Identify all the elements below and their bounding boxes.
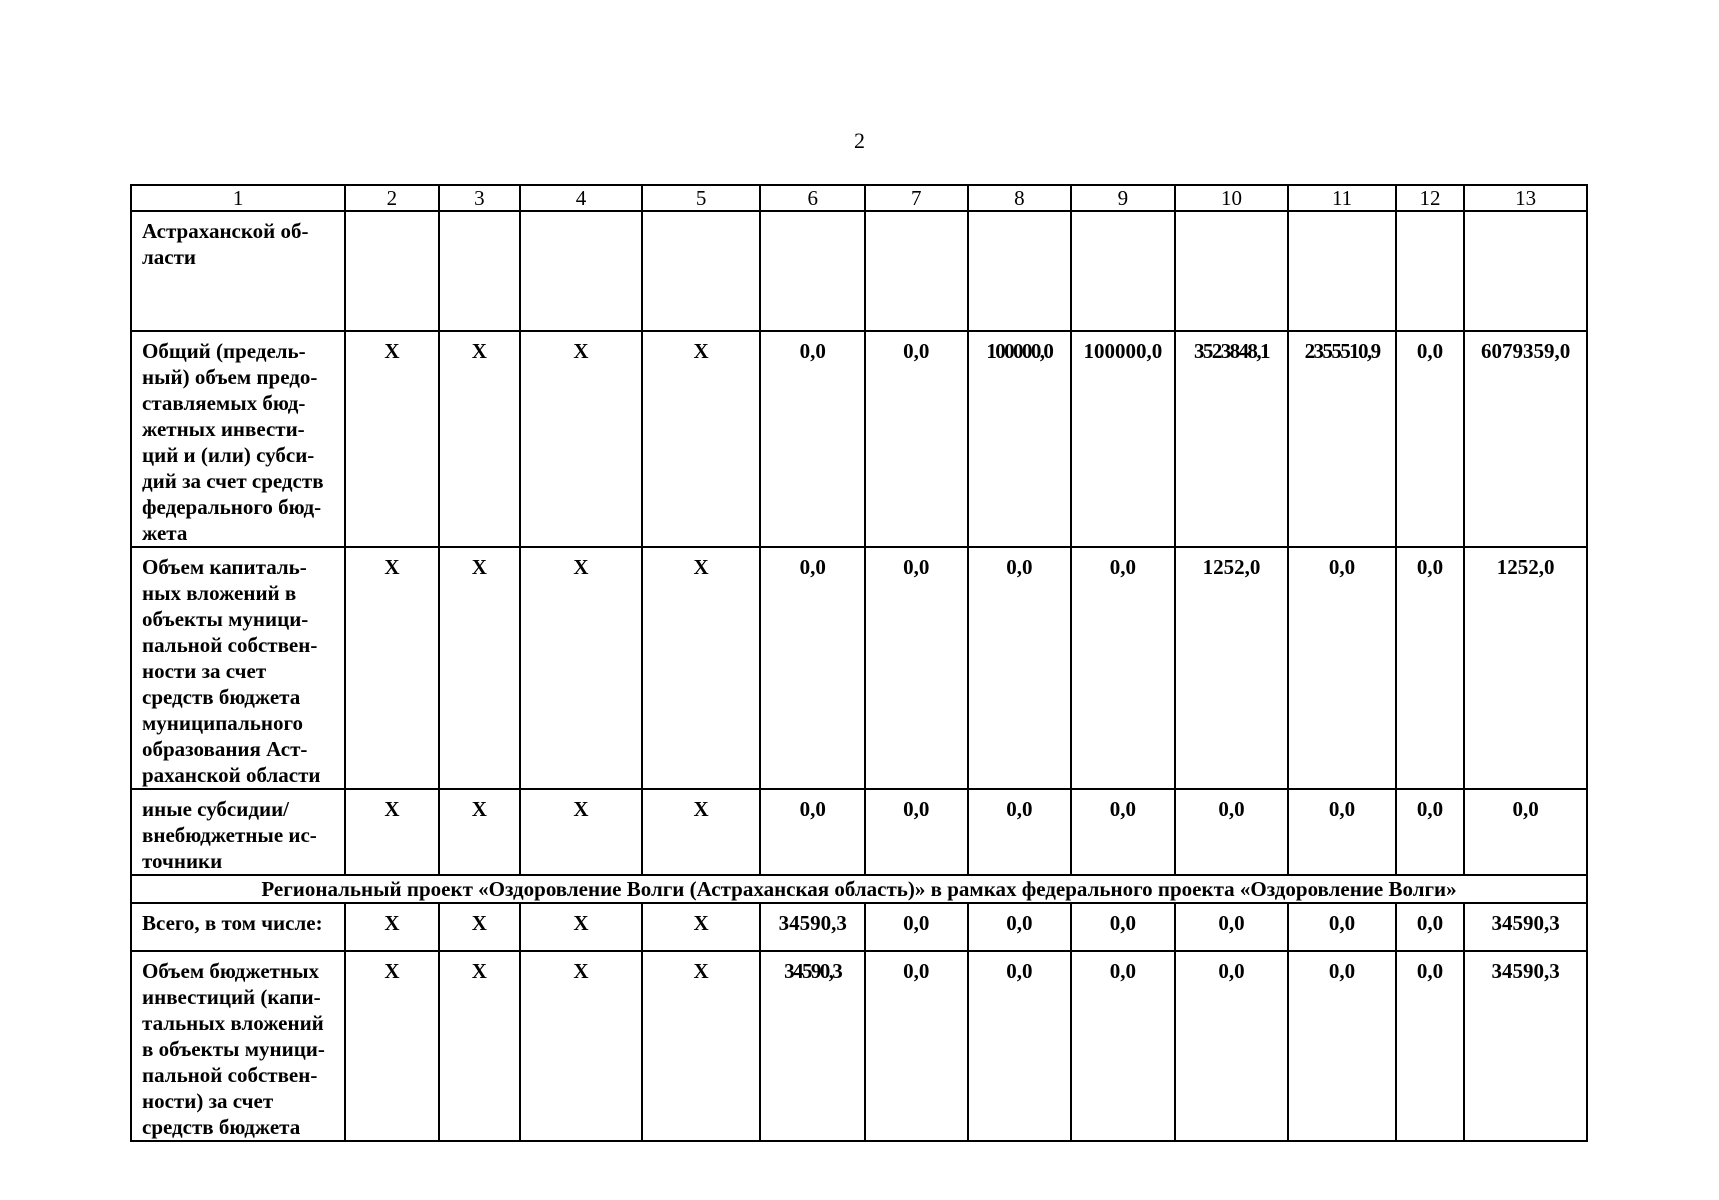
table-body — [131, 211, 1587, 1141]
table-cell: 0,0 — [1288, 547, 1396, 789]
row-label: Всего, в том числе: — [131, 903, 345, 951]
table-cell: 34590,3 — [760, 951, 865, 1141]
table-cell: 0,0 — [865, 951, 968, 1141]
row-label: Объем капиталь-ных вложений в объекты муници-пальной собствен-ности за счет средств бюджета муниципального образования Аст-раханской области — [131, 547, 345, 789]
table-cell: 0,0 — [1396, 903, 1464, 951]
table-cell: 2355510,9 — [1288, 331, 1396, 547]
table-cell — [1464, 211, 1587, 331]
column-number: 2 — [345, 185, 439, 211]
row-label: иные субсидии/ внебюджетные ис-точники — [131, 789, 345, 875]
table-row — [131, 789, 1587, 875]
table-row — [131, 331, 1587, 547]
table-cell: 100000,0 — [968, 331, 1072, 547]
table-cell — [1396, 211, 1464, 331]
table-cell: 0,0 — [1071, 903, 1175, 951]
table-cell: 0,0 — [1396, 789, 1464, 875]
table-cell: X — [642, 331, 761, 547]
row-label: Объем бюджетных инвестиций (капи-тальных вложений в объекты муници-пальной собствен-ности) за счет средств бюджета — [131, 951, 345, 1141]
table-cell: 0,0 — [1464, 789, 1587, 875]
table-cell — [345, 211, 439, 331]
table-cell: 6079359,0 — [1464, 331, 1587, 547]
table-cell: X — [345, 903, 439, 951]
table-cell: X — [642, 951, 761, 1141]
table-cell: 0,0 — [865, 903, 968, 951]
table-cell — [439, 211, 520, 331]
table-cell: X — [642, 547, 761, 789]
column-number: 4 — [520, 185, 642, 211]
column-number: 11 — [1288, 185, 1396, 211]
column-number: 7 — [865, 185, 968, 211]
table-cell: 0,0 — [760, 789, 865, 875]
table-cell: X — [520, 951, 642, 1141]
table-cell: 0,0 — [1288, 903, 1396, 951]
table-cell: 0,0 — [968, 903, 1072, 951]
table-cell: X — [520, 547, 642, 789]
table-cell: X — [520, 903, 642, 951]
table-cell: X — [439, 789, 520, 875]
table-cell — [865, 211, 968, 331]
table-cell: 0,0 — [1071, 951, 1175, 1141]
section-header-row — [131, 875, 1587, 903]
row-label: Астраханской об-ласти — [131, 211, 345, 331]
table-cell — [1071, 211, 1175, 331]
table-cell: 0,0 — [1396, 951, 1464, 1141]
column-number: 1 — [131, 185, 345, 211]
table-cell: X — [345, 789, 439, 875]
table-cell: X — [439, 903, 520, 951]
header-row — [131, 185, 1587, 211]
table-cell: 100000,0 — [1071, 331, 1175, 547]
column-number: 5 — [642, 185, 761, 211]
table-cell: 0,0 — [865, 789, 968, 875]
table-cell: X — [642, 789, 761, 875]
table-row — [131, 547, 1587, 789]
table-cell — [1175, 211, 1289, 331]
table-cell: 0,0 — [968, 789, 1072, 875]
table-row — [131, 951, 1587, 1141]
column-number: 13 — [1464, 185, 1587, 211]
table-cell: 0,0 — [760, 331, 865, 547]
table-cell — [760, 211, 865, 331]
table-cell: 0,0 — [1071, 547, 1175, 789]
table-cell: 34590,3 — [1464, 951, 1587, 1141]
table-cell: X — [642, 903, 761, 951]
table-cell — [968, 211, 1072, 331]
column-number: 6 — [760, 185, 865, 211]
budget-table — [130, 184, 1588, 1142]
table-cell — [642, 211, 761, 331]
table-cell: X — [520, 331, 642, 547]
column-number: 3 — [439, 185, 520, 211]
table-cell: 34590,3 — [1464, 903, 1587, 951]
table-cell: 0,0 — [1175, 951, 1289, 1141]
table-cell: 0,0 — [760, 547, 865, 789]
table-cell — [520, 211, 642, 331]
table-cell: 0,0 — [968, 951, 1072, 1141]
table-cell: 34590,3 — [760, 903, 865, 951]
table-cell: X — [439, 951, 520, 1141]
table-cell: X — [439, 547, 520, 789]
table-cell: 0,0 — [968, 547, 1072, 789]
column-number: 9 — [1071, 185, 1175, 211]
table-cell: 1252,0 — [1464, 547, 1587, 789]
table-cell: X — [345, 547, 439, 789]
table-cell: 0,0 — [1396, 547, 1464, 789]
table-cell: X — [520, 789, 642, 875]
table-cell: 1252,0 — [1175, 547, 1289, 789]
table-cell: X — [345, 331, 439, 547]
table-cell: 0,0 — [865, 331, 968, 547]
table-cell: 0,0 — [1396, 331, 1464, 547]
table-row — [131, 903, 1587, 951]
table-cell: X — [345, 951, 439, 1141]
table-cell: 0,0 — [1288, 951, 1396, 1141]
table-header — [131, 185, 1587, 211]
table-cell — [1288, 211, 1396, 331]
column-number: 10 — [1175, 185, 1289, 211]
table-cell: 0,0 — [865, 547, 968, 789]
page-number: 2 — [854, 128, 865, 153]
column-number: 12 — [1396, 185, 1464, 211]
table-cell: X — [439, 331, 520, 547]
table-cell: 0,0 — [1288, 789, 1396, 875]
table-cell: 3523848,1 — [1175, 331, 1289, 547]
table-cell: 0,0 — [1175, 903, 1289, 951]
section-title: Региональный проект «Оздоровление Волги (Астраханская область)» в рамках федерального проекта «Оздоровление Волги» — [131, 875, 1587, 903]
table-cell: 0,0 — [1175, 789, 1289, 875]
row-label: Общий (предель-ный) объем предо-ставляемых бюд-жетных инвести-ций и (или) субси-дий за счет средств федерального бюд-жета — [131, 331, 345, 547]
column-number: 8 — [968, 185, 1072, 211]
table-row — [131, 211, 1587, 331]
table-cell: 0,0 — [1071, 789, 1175, 875]
